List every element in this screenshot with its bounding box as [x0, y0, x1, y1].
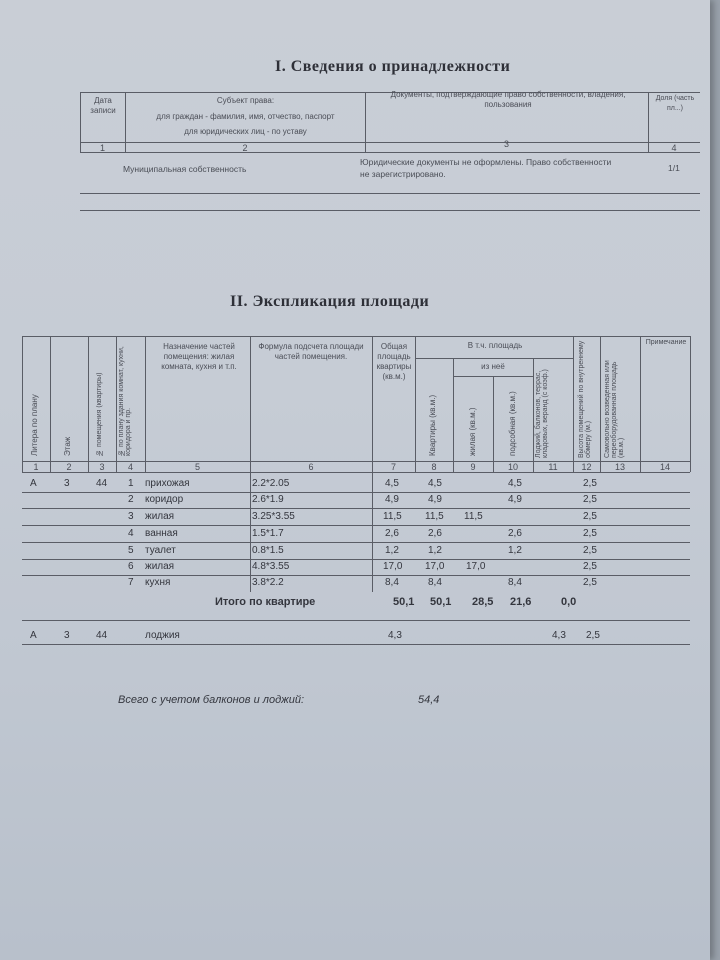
row-floor: 3 — [64, 478, 70, 489]
colnum-8: 8 — [431, 462, 437, 472]
row-name: жилая — [145, 511, 175, 522]
header-formula: Формула подсчета площади частей помещения. — [258, 342, 364, 361]
row-apt: 1,2 — [428, 545, 442, 556]
row-height: 2,5 — [583, 511, 597, 522]
row-name: туалет — [145, 545, 176, 556]
s1-share: 1/1 — [668, 163, 680, 173]
colnum-11: 11 — [548, 462, 558, 472]
row-number: 7 — [128, 577, 134, 588]
row-name: ванная — [145, 528, 178, 539]
s1-subject: Муниципальная собственность — [123, 164, 247, 174]
header-floor: Этаж — [63, 436, 72, 456]
header-incl: В т.ч. площадь — [467, 341, 523, 350]
section2-title: II. Экспликация площади — [230, 293, 430, 310]
colnum-6: 6 — [308, 462, 314, 472]
row-formula: 0.8*1.5 — [252, 545, 284, 556]
row-apt: 8,4 — [428, 577, 442, 588]
loggia-litera: А — [30, 630, 37, 641]
row-living: 11,5 — [464, 511, 483, 522]
row-height: 2,5 — [583, 494, 597, 505]
header-part-no: № по плану здания комнат, кухни, коридора и пр. — [118, 346, 132, 456]
row-height: 2,5 — [583, 478, 597, 489]
row-aux: 4,9 — [508, 494, 522, 505]
colnum-3: 3 — [99, 462, 105, 472]
row-total: 4,5 — [385, 478, 399, 489]
colnum-13: 13 — [614, 462, 625, 472]
s1-colnum-3: 3 — [503, 139, 509, 149]
row-total: 2,6 — [385, 528, 399, 539]
section1-title: I. Сведения о принадлежности — [275, 58, 511, 75]
header-apartments: Квартиры (кв.м.) — [428, 394, 437, 456]
row-aux: 8,4 — [508, 577, 522, 588]
row-aux: 2,6 — [508, 528, 522, 539]
loggia-total: 4,3 — [388, 630, 402, 641]
row-formula: 4.8*3.55 — [252, 561, 290, 572]
row-total: 4,9 — [385, 494, 399, 505]
row-total: 1,2 — [385, 545, 399, 556]
header-living: жилая (кв.м.) — [468, 407, 477, 456]
row-name: коридор — [145, 494, 184, 505]
header-share: Доля (часть пл...) — [655, 95, 695, 112]
row-number: 4 — [128, 528, 134, 539]
row-formula: 3.8*2.2 — [252, 577, 284, 588]
row-apt: 2,6 — [428, 528, 442, 539]
s1-colnum-1: 1 — [99, 143, 105, 153]
colnum-4: 4 — [127, 462, 133, 472]
loggia-room: 44 — [96, 630, 108, 641]
row-total: 11,5 — [383, 511, 402, 522]
row-name: прихожая — [145, 478, 190, 489]
row-total: 17,0 — [383, 561, 403, 572]
row-apt: 17,0 — [425, 561, 445, 572]
header-subject-2: для граждан - фамилия, имя, отчество, паспорт — [156, 112, 335, 121]
colnum-1: 1 — [33, 462, 39, 472]
header-of-which: из неё — [481, 362, 505, 371]
row-apt: 11,5 — [425, 511, 444, 522]
row-aux: 1,2 — [508, 545, 522, 556]
colnum-9: 9 — [470, 462, 476, 472]
row-number: 5 — [128, 545, 134, 556]
row-apt: 4,9 — [428, 494, 442, 505]
row-living: 17,0 — [466, 561, 486, 572]
header-total: Общая площадь квартиры (кв.м.) — [376, 342, 412, 381]
row-height: 2,5 — [583, 561, 597, 572]
total-total: 50,1 — [393, 596, 415, 608]
header-purpose: Назначение частей помещения: жилая комната, кухня и т.п. — [161, 342, 237, 371]
row-number: 1 — [128, 478, 134, 489]
row-total: 8,4 — [385, 577, 399, 588]
grand-total-value: 54,4 — [418, 694, 440, 706]
row-number: 3 — [128, 511, 134, 522]
total-label: Итого по квартире — [215, 596, 316, 608]
loggia-value: 4,3 — [552, 630, 566, 641]
colnum-5: 5 — [194, 462, 200, 472]
row-formula: 3.25*3.55 — [252, 511, 295, 522]
s1-docs: Юридические документы не оформлены. Право собственности не зарегистрировано. — [360, 157, 612, 179]
row-name: жилая — [145, 561, 175, 572]
colnum-12: 12 — [581, 462, 592, 472]
row-litera: А — [30, 478, 37, 489]
row-number: 6 — [128, 561, 134, 572]
colnum-7: 7 — [390, 462, 396, 472]
s1-colnum-4: 4 — [671, 143, 677, 153]
grand-total-label: Всего с учетом балконов и лоджий: — [118, 694, 305, 706]
row-name: кухня — [145, 577, 171, 588]
row-apt: 4,5 — [428, 478, 442, 489]
row-number: 2 — [128, 494, 134, 505]
row-height: 2,5 — [583, 528, 597, 539]
row-room: 44 — [96, 478, 108, 489]
loggia-floor: 3 — [64, 630, 70, 641]
total-loggia: 0,0 — [561, 596, 577, 608]
header-litera: Литера по плану — [30, 394, 39, 456]
header-note: Примечание — [645, 339, 687, 346]
row-height: 2,5 — [583, 577, 597, 588]
colnum-10: 10 — [507, 462, 518, 472]
colnum-14: 14 — [659, 462, 670, 472]
header-unauth: Самовольно возведенная или переоборудованная площадь (кв.м.) — [604, 360, 625, 458]
header-height: Высота помещений по внутреннему обмеру (м.) — [578, 340, 592, 458]
colnum-2: 2 — [66, 462, 72, 472]
total-living: 28,5 — [472, 596, 494, 608]
row-formula: 2.2*2.05 — [252, 478, 290, 489]
header-loggia: Лоджий, балконов, террас, кладовых, веранд (с коэф.) — [535, 369, 549, 458]
header-room-no: № помещения (квартиры) — [96, 372, 103, 456]
loggia-name: лоджия — [145, 630, 180, 641]
s1-colnum-2: 2 — [242, 143, 248, 153]
row-height: 2,5 — [583, 545, 597, 556]
header-subject-3: для юридических лиц - по уставу — [184, 127, 307, 136]
row-aux: 4,5 — [508, 478, 522, 489]
header-subject-1: Субъект права: — [216, 96, 275, 105]
header-docs: Документы, подтверждающие право собственности, владения, пользования — [390, 90, 626, 109]
total-aux: 21,6 — [510, 596, 532, 608]
header-date: Дата записи — [90, 96, 116, 115]
loggia-height: 2,5 — [586, 630, 600, 641]
header-auxiliary: подсобная (кв.м.) — [508, 391, 517, 456]
row-formula: 2.6*1.9 — [252, 494, 284, 505]
row-formula: 1.5*1.7 — [252, 528, 284, 539]
total-apt: 50,1 — [430, 596, 452, 608]
